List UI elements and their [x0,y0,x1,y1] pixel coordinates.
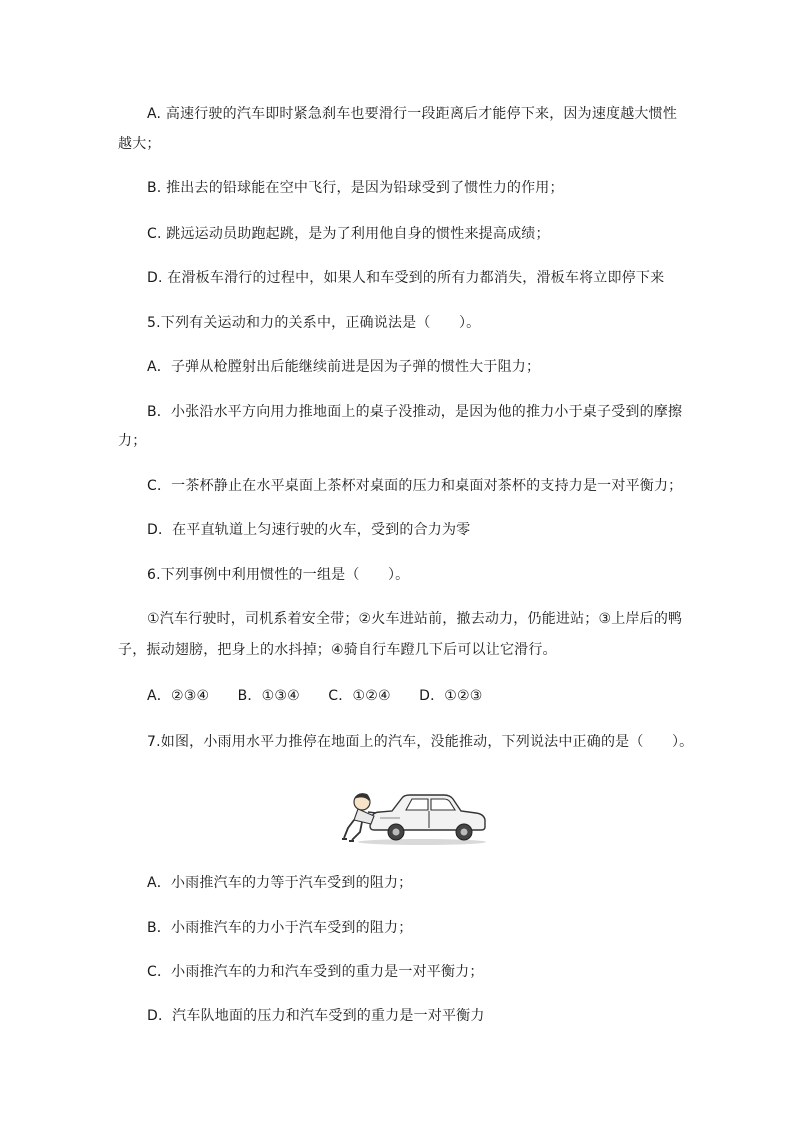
q5-option-b-line1: B．小张沿水平方向用力推地面上的桌子没推动，是因为他的推力小于桌子受到的摩擦 [147,404,683,420]
q5-option-c: C．一茶杯静止在水平桌面上茶杯对桌面的压力和桌面对茶杯的支持力是一对平衡力； [147,478,683,494]
q4-option-a-line1: A. 高速行驶的汽车即时紧急刹车也要滑行一段距离后才能停下来，因为速度越大惯性 [147,106,678,122]
q6-body-line2: 子，振动翅膀，把身上的水抖掉；④骑自行车蹬几下后可以让它滑行。 [118,642,557,658]
boy-pushing-car-illustration [340,782,488,848]
q7-stem: 7.如图，小雨用水平力推停在地面上的汽车，没能推动，下列说法中正确的是（ ）。 [147,734,694,750]
q6-options: A．②③④ B．①③④ C．①②④ D．①②③ [147,688,483,704]
q7-option-a: A．小雨推汽车的力等于汽车受到的阻力； [147,875,413,891]
q4-option-d: D. 在滑板车滑行的过程中，如果人和车受到的所有力都消失，滑板车将立即停下来 [147,270,665,286]
q7-option-d: D．汽车队地面的压力和汽车受到的重力是一对平衡力 [147,1008,485,1024]
q4-option-a-line2: 越大； [118,136,161,152]
child-front-leg [352,822,362,840]
child-arm [368,812,376,813]
q4-option-c: C. 跳远运动员助跑起跳，是为了利用他自身的惯性来提高成绩； [147,226,550,242]
q4-option-b: B. 推出去的铅球能在空中飞行，是因为铅球受到了惯性力的作用； [147,180,564,196]
car-front-hub [393,829,400,836]
q5-option-b-line2: 力； [118,433,147,449]
child-back-leg [344,820,354,838]
q7-option-b: B．小雨推汽车的力小于汽车受到的阻力； [147,920,413,936]
q6-stem: 6.下列事例中利用惯性的一组是（ ）。 [147,567,410,583]
q5-option-d: D．在平直轨道上匀速行驶的火车，受到的合力为零 [147,522,471,538]
q5-option-a: A．子弹从枪膛射出后能继续前进是因为子弹的惯性大于阻力； [147,359,541,375]
q7-option-c: C．小雨推汽车的力和汽车受到的重力是一对平衡力； [147,964,484,980]
q6-body-line1: ①汽车行驶时，司机系着安全带；②火车进站前，撤去动力，仍能进站；③上岸后的鸭 [147,611,683,627]
car-rear-hub [461,829,468,836]
child-body [354,809,374,824]
q5-stem: 5.下列有关运动和力的关系中，正确说法是（ ）。 [147,315,481,331]
